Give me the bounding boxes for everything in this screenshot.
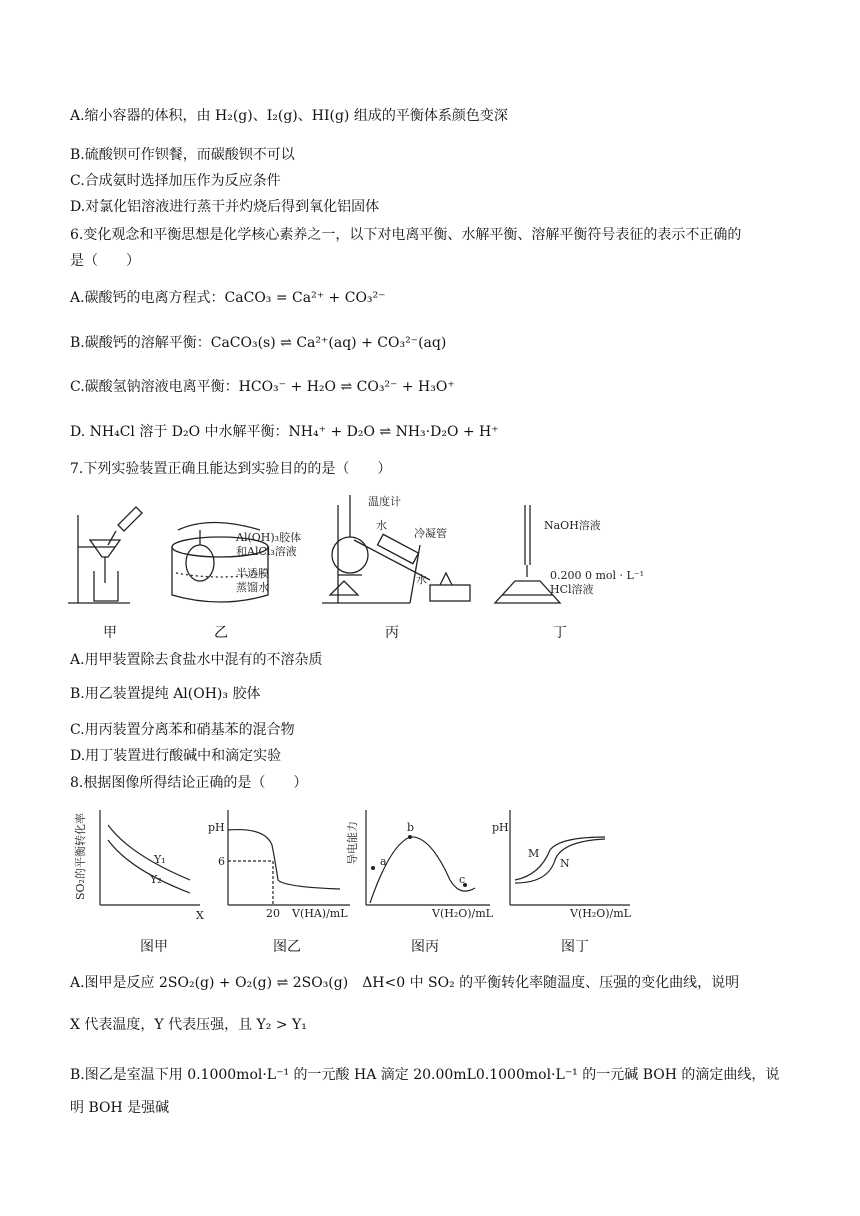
g3-point-c: c: [459, 873, 466, 886]
q8-option-b-line1: B.图乙是室温下用 0.1000mol·L⁻¹ 的一元酸 HA 滴定 20.00mL0.1000mol·L⁻¹ 的一元碱 BOH 的滴定曲线，说: [70, 1067, 780, 1083]
g4-xlabel: V(H₂O)/mL: [570, 907, 631, 920]
g3-point-b: b: [407, 821, 415, 834]
q8-graphs-figure: [70, 805, 650, 920]
q5-option-a: A.缩小容器的体积，由 H₂(g)、I₂(g)、HI(g) 组成的平衡体系颜色变深: [70, 108, 508, 124]
label-membrane: 半透膜: [236, 567, 269, 580]
g1-xlabel: X: [196, 909, 204, 920]
g1-y2-label: Y₂: [150, 873, 162, 886]
label-colloid-2: 和AlCl₃溶液: [236, 545, 297, 558]
q7-option-a: A.用甲装置除去食盐水中混有的不溶杂质: [70, 652, 323, 668]
caption-yi: 乙: [214, 625, 228, 641]
g3-point-a: a: [380, 855, 387, 868]
caption-graph-ding: 图丁: [561, 939, 589, 955]
label-water-in: 水: [376, 519, 387, 532]
label-hcl-solution: HCl溶液: [550, 583, 594, 596]
g4-curve-m: M: [528, 847, 540, 860]
label-condenser: 冷凝管: [414, 527, 447, 540]
g3-xlabel: V(H₂O)/mL: [432, 907, 493, 920]
label-water-out: 水: [416, 573, 427, 586]
graph-yi: [228, 810, 350, 905]
q6-option-a: A.碳酸钙的电离方程式：CaCO₃ = Ca²⁺ + CO₃²⁻: [70, 290, 386, 306]
q8-stem: 8.根据图像所得结论正确的是（ ）: [70, 775, 308, 791]
q5-option-d: D.对氯化铝溶液进行蒸干并灼烧后得到氧化铝固体: [70, 199, 380, 215]
caption-graph-jia: 图甲: [140, 939, 168, 955]
q8-option-b-line2: 明 BOH 是强碱: [70, 1100, 170, 1116]
label-naoh-solution: NaOH溶液: [544, 519, 601, 532]
q6-option-c: C.碳酸氢钠溶液电离平衡：HCO₃⁻ + H₂O ⇌ CO₃²⁻ + H₃O⁺: [70, 379, 455, 395]
distillation-apparatus: [322, 495, 470, 603]
g2-tick-6: 6: [218, 855, 225, 868]
caption-jia: 甲: [103, 625, 117, 641]
q7-option-c: C.用丙装置分离苯和硝基苯的混合物: [70, 722, 295, 738]
g2-tick-20: 20: [266, 907, 280, 920]
g2-xlabel: V(HA)/mL: [292, 907, 348, 920]
q6-stem-line2: 是（ ）: [70, 253, 140, 269]
filtration-apparatus: [68, 507, 142, 603]
g4-curve-n: N: [560, 857, 570, 870]
q7-option-b: B.用乙装置提纯 Al(OH)₃ 胶体: [70, 686, 261, 702]
g3-ylabel: 导电能力: [346, 821, 359, 865]
label-colloid-1: Al(OH)₃胶体: [236, 531, 302, 544]
caption-graph-bing: 图丙: [411, 939, 439, 955]
g2-ylabel: pH: [208, 821, 225, 834]
label-thermometer: 温度计: [368, 495, 401, 508]
caption-bing: 丙: [385, 625, 399, 641]
caption-ding: 丁: [553, 625, 567, 641]
g4-ylabel: pH: [492, 821, 509, 834]
g1-y1-label: Y₁: [154, 853, 166, 866]
q7-stem: 7.下列实验装置正确且能达到实验目的的是（ ）: [70, 461, 392, 477]
label-distilled-water: 蒸馏水: [236, 581, 269, 594]
q5-option-c: C.合成氨时选择加压作为反应条件: [70, 173, 281, 189]
q7-option-d: D.用丁装置进行酸碱中和滴定实验: [70, 748, 282, 764]
caption-graph-yi: 图乙: [273, 939, 301, 955]
label-concentration: 0.200 0 mol · L⁻¹: [550, 569, 645, 582]
q8-option-a-line2: X 代表温度，Y 代表压强，且 Y₂ > Y₁: [70, 1017, 307, 1033]
q6-option-b: B.碳酸钙的溶解平衡：CaCO₃(s) ⇌ Ca²⁺(aq) + CO₃²⁻(aq): [70, 335, 447, 351]
q5-option-b: B.硫酸钡可作钡餐，而碳酸钡不可以: [70, 147, 295, 163]
q6-stem-line1: 6.变化观念和平衡思想是化学核心素养之一，以下对电离平衡、水解平衡、溶解平衡符号表征的表示不正确的: [70, 227, 742, 243]
graph-jia: [100, 810, 200, 905]
q7-apparatus-figure: [60, 485, 650, 613]
g1-ylabel: SO₂的平衡转化率: [74, 813, 87, 900]
q6-option-d: D. NH₄Cl 溶于 D₂O 中水解平衡：NH₄⁺ + D₂O ⇌ NH₃·D₂O + H⁺: [70, 424, 499, 440]
q8-option-a-line1: A.图甲是反应 2SO₂(g) + O₂(g) ⇌ 2SO₃(g) ΔH<0 中 SO₂ 的平衡转化率随温度、压强的变化曲线，说明: [70, 975, 740, 991]
